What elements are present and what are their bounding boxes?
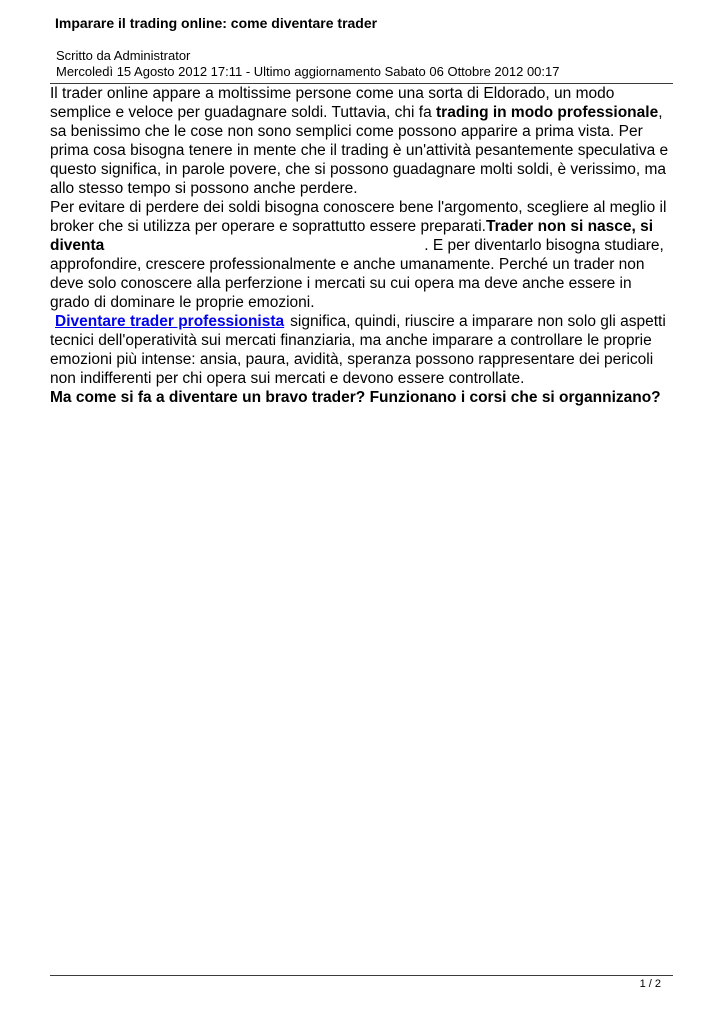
paragraph-intro <box>50 84 672 198</box>
paragraph-intro-text-cont: , sa benissimo che le cose non sono semplici come possono apparire a prima vista. Per prima cosa bisogna tenere in mente che il trading è un'attività pesantemente speculativa e questo significa, in parole povere, che si possono guadagnare molti soldi, è verissimo, ma allo stesso tempo si possono anche perdere. <box>50 104 669 197</box>
article-header <box>0 0 725 84</box>
article-title: Imparare il trading online: come diventare trader <box>55 15 378 31</box>
paragraph-preparation-text-cont: . E per diventarlo bisogna studiare, approfondire, crescere professionalmente e anche umanamente. Perché un trader non deve solo conoscere alla perferzione i mercati su cui opera ma deve anche essere in grado di dominare le proprie emozioni. <box>50 237 664 311</box>
paragraph-link-text: significa, quindi, riuscire a imparare non solo gli aspetti tecnici dell'operatività sui mercati finanziaria, ma anche imparare a controllare le proprie emozioni più intense: ansia, paura, avidità, speranza possono rappresentare dei pericoli non indifferenti per chi opera sui mercati e devono essere controllate. <box>50 313 666 387</box>
question-heading: Ma come si fa a diventare un bravo trader? Funzionano i corsi che si organnizano? <box>50 389 661 406</box>
article-byline-block <box>0 31 725 79</box>
paragraph-intro-text: Il trader online appare a moltissime persone come una sorta di Eldorado, un modo semplice e veloce per guadagnare soldi. Tuttavia, chi fa <box>50 85 615 121</box>
paragraph-link <box>50 312 672 388</box>
paragraph-preparation <box>50 198 672 312</box>
page-footer <box>50 975 673 991</box>
bold-trading-professionale: trading in modo professionale <box>436 104 659 121</box>
article-author: Scritto da Administrator <box>56 48 191 63</box>
article-dates: Mercoledì 15 Agosto 2012 17:11 - Ultimo aggiornamento Sabato 06 Ottobre 2012 00:17 <box>56 63 560 79</box>
paragraph-preparation-text: Per evitare di perdere dei soldi bisogna conoscere bene l'argomento, scegliere al meglio il broker che si utilizza per operare e soprattutto essere preparati. <box>50 199 667 235</box>
diventare-trader-link[interactable]: Diventare trader professionista <box>55 313 285 330</box>
article-body <box>50 84 672 407</box>
inline-gap <box>104 249 424 250</box>
bold-trader-non-si-nasce: Trader non si nasce, si diventa <box>50 218 654 254</box>
page-indicator: 1 / 2 <box>639 978 661 990</box>
